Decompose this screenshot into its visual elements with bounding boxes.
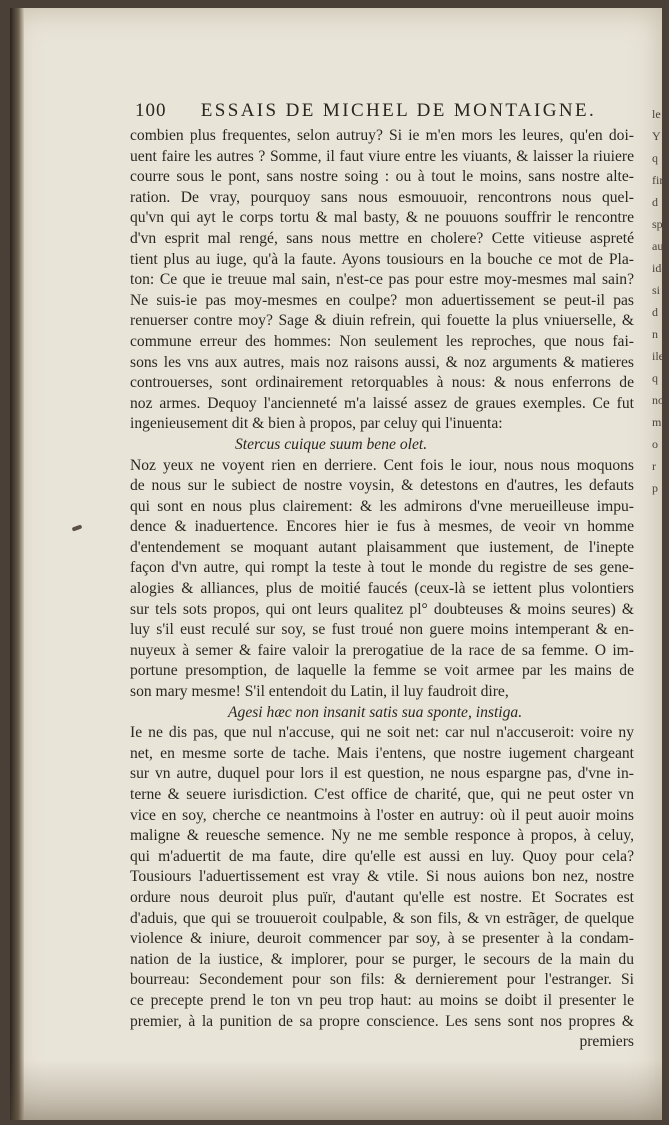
- text-line: portune presomption, de laquelle la femme se voit armee par les mains de: [130, 662, 634, 680]
- text-line: noz armes. Dequoy l'ancienneté m'a laissé assez de graues exemples. Ce fut: [130, 394, 634, 412]
- text-line: courre sous le pont, sans nostre soing : ou à tout le moins, sans nostre alte-: [130, 168, 634, 186]
- text-line: alogies & alliances, plus de moitié faucés (ceux-là se iettent plus volontiers: [130, 580, 634, 598]
- text-line: sur vn autre, duquel pour lors il est question, ne nous espargne pas, d'vne in-: [130, 765, 634, 783]
- catchword: premiers: [579, 1033, 634, 1051]
- margin-fragment: au: [652, 239, 664, 253]
- text-line: controuerses, sont ordinairement retorquables à nous: & nous enferrons de: [130, 374, 634, 392]
- margin-fragment: d: [652, 195, 658, 209]
- text-line: Ie ne dis pas, que nul n'accuse, qui ne soit net: car nul n'accuseroit: voire ny: [130, 724, 634, 742]
- text-line: ce precepte prend le ton vn peu trop haut: au moins se doibt il presenter le: [130, 991, 634, 1009]
- margin-fragment: le: [652, 107, 661, 121]
- text-line: son mary mesme! S'il entendoit du Latin, il luy faudroit dire,: [130, 683, 509, 701]
- book-gutter: [10, 8, 24, 1120]
- text-line: Noz yeux ne voyent rien en derriere. Cent fois le iour, nous nous moquons: [130, 456, 634, 474]
- text-line: façon d'vn autre, qui rompt la teste à tout le monde du registre de ses gene-: [130, 559, 634, 577]
- text-line: combien plus frequentes, selon autruy? Si ie m'en mors les leures, qu'en doi-: [130, 127, 634, 144]
- text-line: commune erreur des hommes: Non seulement les reproches, que nous fai-: [130, 332, 634, 350]
- margin-fragment: Y: [652, 129, 661, 143]
- text-line: ordure nous deuroit plus puïr, d'autant qu'elle est nostre. Et Socrates est: [130, 888, 634, 906]
- text-line: tient plus au iuge, qu'à la faute. Ayons tousiours en la bouche ce mot de Pla-: [130, 250, 634, 268]
- text-line: nation de la iustice, & implorer, pour se purger, le secours de la main du: [130, 950, 634, 968]
- margin-fragment: ide: [652, 261, 667, 275]
- text-line: ton: Ce que ie treuue mal sain, n'est-ce pas pour estre moy-mesmes mal sain?: [130, 271, 634, 289]
- margin-fragment: q: [652, 151, 658, 165]
- text-line: nuyeux à semer & faire valoir la prerogatiue de la race de sa femme. O im-: [130, 641, 634, 659]
- text-line: renuerser contre moy? Sage & diuin refrein, qui fouette la plus vniuerselle, &: [130, 312, 634, 330]
- text-line: maligne & reuesche semence. Ny ne me semble responce à propos, à celuy,: [130, 827, 634, 845]
- text-line: ration. De vray, pourquoy sans nous esmouuoir, rencontrons nous quel-: [130, 188, 634, 206]
- text-line: de nous sur le subiect de nostre voysin, & detestons en d'autres, les defauts: [130, 477, 634, 495]
- margin-fragment: n: [652, 327, 658, 341]
- latin-quote: Agesi hæc non insanit satis sua sponte, instiga.: [228, 703, 523, 721]
- margin-fragment: d: [652, 305, 658, 319]
- margin-fragment: m: [652, 415, 662, 429]
- text-line: uent faire les autres ? Somme, il faut viure entre les viuants, & laisser la riuiere: [130, 147, 634, 165]
- text-line: d'aduis, que qui se trouueroit coulpable, & son fils, & vn estrãger, de quelque: [130, 909, 634, 927]
- latin-quote: Stercus cuique suum bene olet.: [235, 435, 428, 453]
- book-page: [10, 8, 669, 1120]
- margin-fragment: spl: [652, 217, 667, 231]
- body-text: [130, 126, 634, 1053]
- text-line: violence & iniure, deuroit commencer par soy, à se presenter à la condam-: [130, 930, 634, 948]
- text-line: d'vn esprit mal rengé, sans nous mettre en cholere? Cette vitieuse aspreté: [130, 229, 634, 247]
- text-line: net, en mesme sorte de tache. Mais i'entens, que nostre iugement chargeant: [130, 744, 634, 762]
- text-line: d'entendement se moquant autant plaisamment que iustement, de l'inepte: [130, 538, 634, 556]
- margin-fragment: fin: [652, 173, 666, 187]
- text-line: luy s'il eust reculé sur soy, se fust troué non guere moins intemperant & en-: [130, 621, 634, 639]
- text-line: qui sont en nous plus clairement: & les admirons d'vne merueilleuse impu-: [130, 497, 634, 515]
- text-line: bourreau: Secondement pour son fils: & dernierement pour l'estranger. Si: [130, 971, 634, 989]
- text-line: qu'vn qui ayt le corps tortu & mal basty, & ne pouuons souffrir le rencontre: [130, 209, 634, 227]
- text-line: sur tels sots propos, qui ont leurs qualitez pl° doubteuses & moins seures) &: [130, 600, 634, 618]
- text-line: qui m'aduertit de ma faute, dire qu'elle est aussi en luy. Quoy pour cela?: [130, 847, 634, 865]
- running-header: [135, 100, 595, 122]
- margin-fragment: r: [652, 459, 656, 473]
- page-shadow: [10, 1060, 662, 1120]
- text-line: Ne suis-ie pas moy-mesmes en coulpe? mon aduertissement se peut-il pas: [130, 291, 634, 309]
- text-line: Tousiours l'aduertissement est vray & vtile. Si nous auions bon nez, nostre: [130, 868, 634, 886]
- ink-mark: [72, 524, 83, 531]
- running-title: ESSAIS DE MICHEL DE MONTAIGNE.: [200, 100, 597, 121]
- text-line: ingenieusement dit & bien à propos, par celuy qui l'inuenta:: [130, 415, 503, 433]
- margin-fragment: q: [652, 371, 658, 385]
- text-line: dence & inaduertence. Encores hier ie fus à mesmes, de veoir vn homme: [130, 518, 634, 536]
- text-line: premier, à la punition de sa propre conscience. Les sens sont nos propres &: [130, 1012, 634, 1030]
- margin-fragment: noz: [652, 393, 669, 407]
- text-line: sons les vns aux autres, mais noz raisons aussi, & noz arguments & matieres: [130, 353, 634, 371]
- page-number: 100: [135, 100, 167, 121]
- margin-fragment: ile: [652, 349, 664, 363]
- margin-fragment: p: [652, 481, 658, 495]
- margin-fragment: o: [652, 437, 658, 451]
- text-line: terne & seuere iurisdiction. C'est office de charité, que, qui ne peut oster vn: [130, 786, 634, 803]
- facing-page-fragments: [652, 103, 669, 499]
- margin-fragment: si: [652, 283, 661, 297]
- text-line: vice en soy, cherche ce neantmoins à l'oster en autruy: où il peut auoir moins: [130, 806, 634, 824]
